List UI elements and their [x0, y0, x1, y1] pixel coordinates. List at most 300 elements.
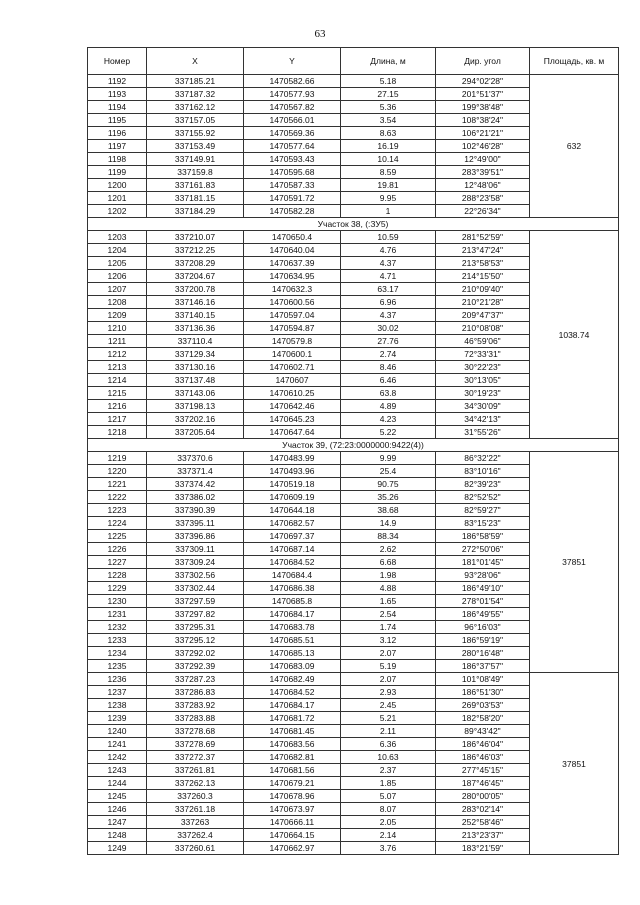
direction-angle: 108°38'24" [436, 114, 530, 127]
y-coordinate: 1470679.21 [244, 777, 341, 790]
length-value: 8.63 [341, 127, 436, 140]
length-value: 1.74 [341, 621, 436, 634]
length-value: 5.19 [341, 660, 436, 673]
y-coordinate: 1470577.93 [244, 88, 341, 101]
length-value: 5.18 [341, 75, 436, 88]
x-coordinate: 337157.05 [147, 114, 244, 127]
x-coordinate: 337395.11 [147, 517, 244, 530]
x-coordinate: 337181.15 [147, 192, 244, 205]
y-coordinate: 1470650.4 [244, 231, 341, 244]
point-number: 1218 [88, 426, 147, 439]
direction-angle: 294°02'28" [436, 75, 530, 88]
length-value: 10.63 [341, 751, 436, 764]
direction-angle: 210°21'28" [436, 296, 530, 309]
header-area: Площадь, кв. м [530, 48, 619, 75]
length-value: 25.4 [341, 465, 436, 478]
header-x: X [147, 48, 244, 75]
direction-angle: 272°50'06" [436, 543, 530, 556]
point-number: 1246 [88, 803, 147, 816]
y-coordinate: 1470566.01 [244, 114, 341, 127]
y-coordinate: 1470600.1 [244, 348, 341, 361]
point-number: 1236 [88, 673, 147, 686]
y-coordinate: 1470640.04 [244, 244, 341, 257]
y-coordinate: 1470682.81 [244, 751, 341, 764]
header-number: Номер [88, 48, 147, 75]
direction-angle: 12°48'06" [436, 179, 530, 192]
x-coordinate: 337204.67 [147, 270, 244, 283]
x-coordinate: 337370.6 [147, 452, 244, 465]
length-value: 8.46 [341, 361, 436, 374]
y-coordinate: 1470582.66 [244, 75, 341, 88]
direction-angle: 186°58'59" [436, 530, 530, 543]
point-number: 1203 [88, 231, 147, 244]
x-coordinate: 337260.3 [147, 790, 244, 803]
point-number: 1221 [88, 478, 147, 491]
y-coordinate: 1470634.95 [244, 270, 341, 283]
point-number: 1212 [88, 348, 147, 361]
length-value: 2.14 [341, 829, 436, 842]
y-coordinate: 1470567.82 [244, 101, 341, 114]
direction-angle: 278°01'54" [436, 595, 530, 608]
section-title: Участок 38, (:ЗУ5) [88, 218, 619, 231]
y-coordinate: 1470686.38 [244, 582, 341, 595]
direction-angle: 86°32'22" [436, 452, 530, 465]
length-value: 6.68 [341, 556, 436, 569]
point-number: 1197 [88, 140, 147, 153]
x-coordinate: 337159.8 [147, 166, 244, 179]
point-number: 1206 [88, 270, 147, 283]
x-coordinate: 337283.92 [147, 699, 244, 712]
point-number: 1192 [88, 75, 147, 88]
x-coordinate: 337129.34 [147, 348, 244, 361]
y-coordinate: 1470681.45 [244, 725, 341, 738]
x-coordinate: 337292.02 [147, 647, 244, 660]
point-number: 1214 [88, 374, 147, 387]
direction-angle: 83°10'16" [436, 465, 530, 478]
point-number: 1208 [88, 296, 147, 309]
y-coordinate: 1470681.56 [244, 764, 341, 777]
length-value: 90.75 [341, 478, 436, 491]
y-coordinate: 1470678.96 [244, 790, 341, 803]
length-value: 1.98 [341, 569, 436, 582]
point-number: 1222 [88, 491, 147, 504]
x-coordinate: 337295.12 [147, 634, 244, 647]
point-number: 1202 [88, 205, 147, 218]
x-coordinate: 337386.02 [147, 491, 244, 504]
direction-angle: 214°15'50" [436, 270, 530, 283]
y-coordinate: 1470493.96 [244, 465, 341, 478]
direction-angle: 277°45'15" [436, 764, 530, 777]
direction-angle: 93°28'06" [436, 569, 530, 582]
x-coordinate: 337396.86 [147, 530, 244, 543]
point-number: 1200 [88, 179, 147, 192]
x-coordinate: 337202.16 [147, 413, 244, 426]
direction-angle: 181°01'45" [436, 556, 530, 569]
length-value: 2.05 [341, 816, 436, 829]
point-number: 1248 [88, 829, 147, 842]
point-number: 1235 [88, 660, 147, 673]
x-coordinate: 337136.36 [147, 322, 244, 335]
y-coordinate: 1470644.18 [244, 504, 341, 517]
point-number: 1209 [88, 309, 147, 322]
length-value: 9.99 [341, 452, 436, 465]
x-coordinate: 337137.48 [147, 374, 244, 387]
header-y: Y [244, 48, 341, 75]
y-coordinate: 1470684.17 [244, 699, 341, 712]
direction-angle: 31°55'26" [436, 426, 530, 439]
y-coordinate: 1470609.19 [244, 491, 341, 504]
x-coordinate: 337297.82 [147, 608, 244, 621]
x-coordinate: 337374.42 [147, 478, 244, 491]
length-value: 2.11 [341, 725, 436, 738]
point-number: 1207 [88, 283, 147, 296]
length-value: 35.26 [341, 491, 436, 504]
direction-angle: 82°39'23" [436, 478, 530, 491]
x-coordinate: 337205.64 [147, 426, 244, 439]
y-coordinate: 1470483.99 [244, 452, 341, 465]
x-coordinate: 337286.83 [147, 686, 244, 699]
direction-angle: 102°46'28" [436, 140, 530, 153]
y-coordinate: 1470683.78 [244, 621, 341, 634]
length-value: 2.37 [341, 764, 436, 777]
length-value: 4.37 [341, 257, 436, 270]
length-value: 8.59 [341, 166, 436, 179]
x-coordinate: 337149.91 [147, 153, 244, 166]
direction-angle: 186°37'57" [436, 660, 530, 673]
length-value: 1 [341, 205, 436, 218]
length-value: 63.17 [341, 283, 436, 296]
x-coordinate: 337140.15 [147, 309, 244, 322]
point-number: 1239 [88, 712, 147, 725]
length-value: 4.23 [341, 413, 436, 426]
y-coordinate: 1470645.23 [244, 413, 341, 426]
direction-angle: 83°15'23" [436, 517, 530, 530]
x-coordinate: 337371.4 [147, 465, 244, 478]
point-number: 1201 [88, 192, 147, 205]
y-coordinate: 1470684.4 [244, 569, 341, 582]
x-coordinate: 337130.16 [147, 361, 244, 374]
x-coordinate: 337212.25 [147, 244, 244, 257]
x-coordinate: 337260.61 [147, 842, 244, 855]
y-coordinate: 1470600.56 [244, 296, 341, 309]
x-coordinate: 337295.31 [147, 621, 244, 634]
x-coordinate: 337292.39 [147, 660, 244, 673]
x-coordinate: 337283.88 [147, 712, 244, 725]
length-value: 27.76 [341, 335, 436, 348]
length-value: 6.36 [341, 738, 436, 751]
area-value: 632 [530, 75, 619, 218]
x-coordinate: 337162.12 [147, 101, 244, 114]
point-number: 1204 [88, 244, 147, 257]
length-value: 5.36 [341, 101, 436, 114]
x-coordinate: 337309.11 [147, 543, 244, 556]
length-value: 38.68 [341, 504, 436, 517]
x-coordinate: 337262.4 [147, 829, 244, 842]
section-title-row [88, 439, 619, 452]
y-coordinate: 1470595.68 [244, 166, 341, 179]
x-coordinate: 337302.44 [147, 582, 244, 595]
length-value: 88.34 [341, 530, 436, 543]
area-value: 1038.74 [530, 231, 619, 439]
x-coordinate: 337272.37 [147, 751, 244, 764]
y-coordinate: 1470683.09 [244, 660, 341, 673]
point-number: 1194 [88, 101, 147, 114]
x-coordinate: 337278.69 [147, 738, 244, 751]
x-coordinate: 337155.92 [147, 127, 244, 140]
table-body [88, 75, 619, 855]
point-number: 1193 [88, 88, 147, 101]
direction-angle: 280°00'05" [436, 790, 530, 803]
point-number: 1196 [88, 127, 147, 140]
length-value: 14.9 [341, 517, 436, 530]
length-value: 4.71 [341, 270, 436, 283]
x-coordinate: 337261.81 [147, 764, 244, 777]
point-number: 1243 [88, 764, 147, 777]
direction-angle: 22°26'34" [436, 205, 530, 218]
direction-angle: 213°47'24" [436, 244, 530, 257]
y-coordinate: 1470681.72 [244, 712, 341, 725]
point-number: 1198 [88, 153, 147, 166]
y-coordinate: 1470632.3 [244, 283, 341, 296]
direction-angle: 30°22'23" [436, 361, 530, 374]
length-value: 9.95 [341, 192, 436, 205]
y-coordinate: 1470682.49 [244, 673, 341, 686]
x-coordinate: 337261.18 [147, 803, 244, 816]
x-coordinate: 337262.13 [147, 777, 244, 790]
y-coordinate: 1470637.39 [244, 257, 341, 270]
y-coordinate: 1470582.28 [244, 205, 341, 218]
x-coordinate: 337110.4 [147, 335, 244, 348]
point-number: 1215 [88, 387, 147, 400]
direction-angle: 182°58'20" [436, 712, 530, 725]
length-value: 4.89 [341, 400, 436, 413]
length-value: 5.21 [341, 712, 436, 725]
point-number: 1211 [88, 335, 147, 348]
direction-angle: 283°02'14" [436, 803, 530, 816]
y-coordinate: 1470662.97 [244, 842, 341, 855]
length-value: 10.14 [341, 153, 436, 166]
direction-angle: 96°16'03" [436, 621, 530, 634]
y-coordinate: 1470577.64 [244, 140, 341, 153]
direction-angle: 34°42'13" [436, 413, 530, 426]
direction-angle: 46°59'06" [436, 335, 530, 348]
x-coordinate: 337198.13 [147, 400, 244, 413]
x-coordinate: 337263 [147, 816, 244, 829]
direction-angle: 30°13'05" [436, 374, 530, 387]
x-coordinate: 337210.07 [147, 231, 244, 244]
direction-angle: 106°21'21" [436, 127, 530, 140]
y-coordinate: 1470664.15 [244, 829, 341, 842]
point-number: 1213 [88, 361, 147, 374]
length-value: 2.45 [341, 699, 436, 712]
length-value: 6.46 [341, 374, 436, 387]
point-number: 1228 [88, 569, 147, 582]
x-coordinate: 337143.06 [147, 387, 244, 400]
direction-angle: 186°46'03" [436, 751, 530, 764]
point-number: 1233 [88, 634, 147, 647]
direction-angle: 82°59'27" [436, 504, 530, 517]
direction-angle: 210°08'08" [436, 322, 530, 335]
point-number: 1205 [88, 257, 147, 270]
point-number: 1224 [88, 517, 147, 530]
x-coordinate: 337184.29 [147, 205, 244, 218]
direction-angle: 89°43'42" [436, 725, 530, 738]
x-coordinate: 337187.32 [147, 88, 244, 101]
point-number: 1245 [88, 790, 147, 803]
direction-angle: 281°52'59" [436, 231, 530, 244]
table-row [88, 231, 619, 244]
y-coordinate: 1470685.51 [244, 634, 341, 647]
y-coordinate: 1470587.33 [244, 179, 341, 192]
direction-angle: 34°30'09" [436, 400, 530, 413]
y-coordinate: 1470642.46 [244, 400, 341, 413]
table-row [88, 673, 619, 686]
length-value: 27.15 [341, 88, 436, 101]
y-coordinate: 1470687.14 [244, 543, 341, 556]
point-number: 1223 [88, 504, 147, 517]
length-value: 6.96 [341, 296, 436, 309]
table-header-row [88, 48, 619, 75]
length-value: 10.59 [341, 231, 436, 244]
y-coordinate: 1470602.71 [244, 361, 341, 374]
y-coordinate: 1470519.18 [244, 478, 341, 491]
page-number: 63 [314, 28, 326, 40]
x-coordinate: 337278.68 [147, 725, 244, 738]
length-value: 1.65 [341, 595, 436, 608]
y-coordinate: 1470685.13 [244, 647, 341, 660]
direction-angle: 187°46'45" [436, 777, 530, 790]
direction-angle: 252°58'46" [436, 816, 530, 829]
section-title-row [88, 218, 619, 231]
point-number: 1241 [88, 738, 147, 751]
y-coordinate: 1470685.8 [244, 595, 341, 608]
direction-angle: 30°19'23" [436, 387, 530, 400]
direction-angle: 283°39'51" [436, 166, 530, 179]
x-coordinate: 337200.78 [147, 283, 244, 296]
direction-angle: 101°08'49" [436, 673, 530, 686]
direction-angle: 199°38'48" [436, 101, 530, 114]
table-row [88, 75, 619, 88]
point-number: 1220 [88, 465, 147, 478]
x-coordinate: 337153.49 [147, 140, 244, 153]
point-number: 1210 [88, 322, 147, 335]
point-number: 1249 [88, 842, 147, 855]
point-number: 1226 [88, 543, 147, 556]
direction-angle: 213°58'53" [436, 257, 530, 270]
x-coordinate: 337146.16 [147, 296, 244, 309]
header-angle: Дир. угол [436, 48, 530, 75]
length-value: 2.62 [341, 543, 436, 556]
length-value: 2.74 [341, 348, 436, 361]
x-coordinate: 337287.23 [147, 673, 244, 686]
section-title: Участок 39, (72:23:0000000:9422(4)) [88, 439, 619, 452]
length-value: 4.37 [341, 309, 436, 322]
point-number: 1216 [88, 400, 147, 413]
point-number: 1227 [88, 556, 147, 569]
direction-angle: 12°49'00" [436, 153, 530, 166]
direction-angle: 82°52'52" [436, 491, 530, 504]
length-value: 3.12 [341, 634, 436, 647]
length-value: 2.54 [341, 608, 436, 621]
y-coordinate: 1470591.72 [244, 192, 341, 205]
point-number: 1219 [88, 452, 147, 465]
y-coordinate: 1470569.36 [244, 127, 341, 140]
y-coordinate: 1470594.87 [244, 322, 341, 335]
y-coordinate: 1470593.43 [244, 153, 341, 166]
y-coordinate: 1470597.04 [244, 309, 341, 322]
y-coordinate: 1470673.97 [244, 803, 341, 816]
length-value: 19.81 [341, 179, 436, 192]
header-length: Длина, м [341, 48, 436, 75]
point-number: 1229 [88, 582, 147, 595]
point-number: 1237 [88, 686, 147, 699]
point-number: 1240 [88, 725, 147, 738]
direction-angle: 186°51'30" [436, 686, 530, 699]
point-number: 1242 [88, 751, 147, 764]
point-number: 1225 [88, 530, 147, 543]
point-number: 1199 [88, 166, 147, 179]
length-value: 3.76 [341, 842, 436, 855]
length-value: 2.07 [341, 647, 436, 660]
direction-angle: 186°49'55" [436, 608, 530, 621]
y-coordinate: 1470610.25 [244, 387, 341, 400]
y-coordinate: 1470697.37 [244, 530, 341, 543]
direction-angle: 213°23'37" [436, 829, 530, 842]
area-value: 37851 [530, 452, 619, 673]
point-number: 1231 [88, 608, 147, 621]
direction-angle: 186°59'19" [436, 634, 530, 647]
point-number: 1195 [88, 114, 147, 127]
x-coordinate: 337390.39 [147, 504, 244, 517]
length-value: 4.76 [341, 244, 436, 257]
direction-angle: 210°09'40" [436, 283, 530, 296]
x-coordinate: 337302.56 [147, 569, 244, 582]
length-value: 4.88 [341, 582, 436, 595]
length-value: 2.07 [341, 673, 436, 686]
x-coordinate: 337309.24 [147, 556, 244, 569]
point-number: 1238 [88, 699, 147, 712]
direction-angle: 183°21'59" [436, 842, 530, 855]
point-number: 1244 [88, 777, 147, 790]
y-coordinate: 1470684.52 [244, 686, 341, 699]
y-coordinate: 1470647.64 [244, 426, 341, 439]
direction-angle: 269°03'53" [436, 699, 530, 712]
x-coordinate: 337297.59 [147, 595, 244, 608]
x-coordinate: 337208.29 [147, 257, 244, 270]
y-coordinate: 1470607 [244, 374, 341, 387]
x-coordinate: 337161.83 [147, 179, 244, 192]
x-coordinate: 337185.21 [147, 75, 244, 88]
direction-angle: 186°49'10" [436, 582, 530, 595]
point-number: 1230 [88, 595, 147, 608]
direction-angle: 288°23'58" [436, 192, 530, 205]
point-number: 1247 [88, 816, 147, 829]
y-coordinate: 1470579.8 [244, 335, 341, 348]
length-value: 5.07 [341, 790, 436, 803]
y-coordinate: 1470684.52 [244, 556, 341, 569]
y-coordinate: 1470683.56 [244, 738, 341, 751]
point-number: 1217 [88, 413, 147, 426]
length-value: 5.22 [341, 426, 436, 439]
length-value: 1.85 [341, 777, 436, 790]
direction-angle: 201°51'37" [436, 88, 530, 101]
point-number: 1234 [88, 647, 147, 660]
length-value: 2.93 [341, 686, 436, 699]
direction-angle: 280°16'48" [436, 647, 530, 660]
length-value: 30.02 [341, 322, 436, 335]
y-coordinate: 1470666.11 [244, 816, 341, 829]
length-value: 16.19 [341, 140, 436, 153]
